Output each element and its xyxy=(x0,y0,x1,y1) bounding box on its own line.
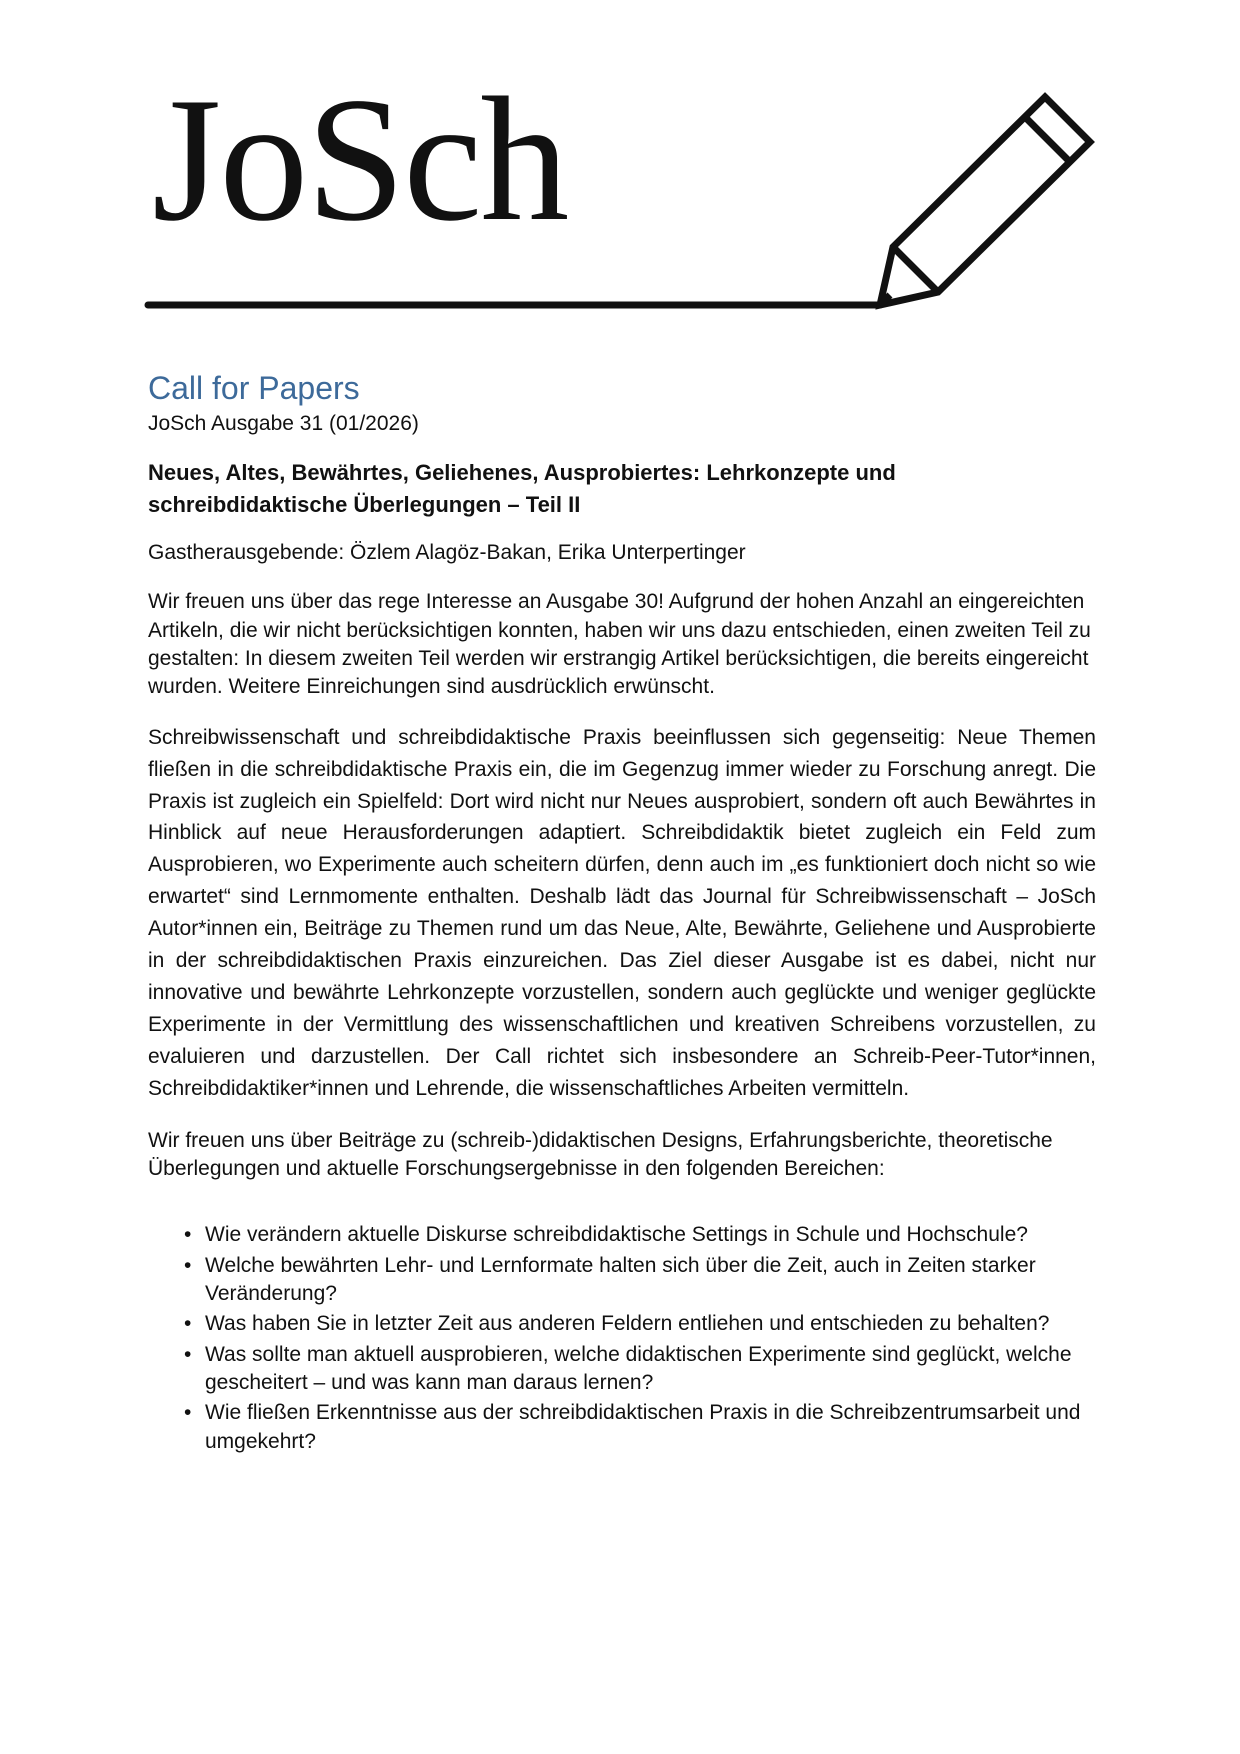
journal-logo-wordmark: JoSch xyxy=(152,60,568,258)
bullet: • xyxy=(184,1312,192,1336)
bullet: • xyxy=(184,1223,192,1247)
list-item xyxy=(184,1399,1096,1456)
document-content xyxy=(148,368,1096,1458)
bullet: • xyxy=(184,1342,192,1366)
masthead xyxy=(0,0,1240,330)
bullet: • xyxy=(184,1253,192,1277)
list-item xyxy=(184,1221,1096,1249)
list-item xyxy=(184,1341,1096,1398)
logo-graphic xyxy=(0,0,1240,330)
list-item xyxy=(184,1252,1096,1309)
areas-intro-paragraph: Wir freuen uns über Beiträge zu (schreib-)didaktischen Designs, Erfahrungsberichte, theoretische Überlegungen und aktuelle Forschungsergebnisse in den folgenden Bereichen: xyxy=(148,1128,1053,1180)
issue-number: JoSch Ausgabe 31 (01/2026) xyxy=(148,412,419,435)
list-item xyxy=(184,1310,1096,1338)
topic-areas-list xyxy=(148,1221,1096,1456)
list-item-text: Wie verändern aktuelle Diskurse schreibdidaktische Settings in Schule und Hochschule? xyxy=(205,1223,1028,1247)
bullet: • xyxy=(184,1401,192,1425)
intro-paragraph: Wir freuen uns über das rege Interesse an Ausgabe 30! Aufgrund der hohen Anzahl an eingereichten Artikeln, die wir nicht berücksichtigen konnten, haben wir uns dazu entschieden, einen zweiten Teil zu gestalten: In diesem zweiten Teil werden wir erstrangig Artikel berücksichtigen, die bereits eingereicht wurden. Weitere Einreichungen sind ausdrücklich erwünscht. xyxy=(148,590,1091,699)
main-paragraph: Schreibwissenschaft und schreibdidaktische Praxis beeinflussen sich gegenseitig: Neue Themen fließen in die schreibdidaktische Praxis ein, die im Gegenzug immer wieder zu Forschung anregt. Die Praxis ist zugleich ein Spielfeld: Dort wird nicht nur Neues ausprobiert, sondern oft auch Bewährtes in Hinblick auf neue Herausforderungen adaptiert. Schreibdidaktik bietet zugleich ein Feld zum Ausprobieren, wo Experimente auch scheitern dürfen, denn auch im „es funktioniert doch nicht so wie erwartet“ sind Lernmomente enthalten. Deshalb lädt das Journal für Schreibwissenschaft – JoSch Autor*innen ein, Beiträge zu Themen rund um das Neue, Alte, Bewährte, Geliehene und Ausprobierte in der schreibdidaktischen Praxis einzureichen. Das Ziel dieser Ausgabe ist es dabei, nicht nur innovative und bewährte Lehrkonzepte vorzustellen, sondern auch geglückte und weniger geglückte Experimente in der Vermittlung des wissenschaftlichen und kreativen Schreibens vorzustellen, zu evaluieren und darzustellen. Der Call richtet sich insbesondere an Schreib-Peer-Tutor*innen, Schreibdidaktiker*innen und Lehrende, die wissenschaftliches Arbeiten vermitteln. xyxy=(148,725,1096,1100)
list-item-text: Was sollte man aktuell ausprobieren, welche didaktischen Experimente sind geglückt, welche gescheitert – und was kann man daraus lernen? xyxy=(205,1342,1072,1395)
guest-editors: Gastherausgebende: Özlem Alagöz-Bakan, Erika Unterpertinger xyxy=(148,541,746,565)
list-item-text: Welche bewährten Lehr- und Lernformate halten sich über die Zeit, auch in Zeiten starker Veränderung? xyxy=(205,1253,1036,1305)
list-item-text: Wie fließen Erkenntnisse aus der schreibdidaktischen Praxis in die Schreibzentrumsarbeit und umgekehrt? xyxy=(205,1401,1081,1453)
issue-headline: Neues, Altes, Bewährtes, Geliehenes, Ausprobiertes: Lehrkonzepte und schreibdidaktische Überlegungen – Teil II xyxy=(148,460,896,518)
pencil-icon xyxy=(880,97,1090,305)
page-title: Call for Papers xyxy=(148,370,360,406)
list-item-text: Was haben Sie in letzter Zeit aus anderen Feldern entliehen und entschieden zu behalten? xyxy=(205,1312,1050,1336)
